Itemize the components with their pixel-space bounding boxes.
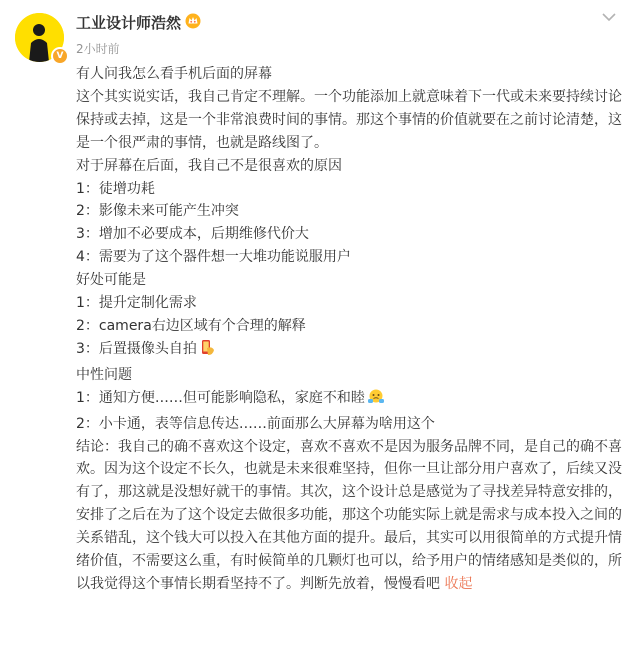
- post-line-with-emoji: [76, 338, 622, 364]
- post-line: 2：影像未来可能产生冲突: [76, 203, 239, 220]
- crown-icon[interactable]: [185, 13, 201, 33]
- post-line: 3：增加不必要成本，后期维修代价大: [76, 226, 309, 243]
- post-line: 对于屏幕在后面，我自己不是很喜欢的原因: [76, 157, 342, 174]
- post-time[interactable]: 2小时前: [76, 42, 120, 56]
- post-line: 1：徒增功耗: [76, 180, 155, 197]
- post-line: 2：camera右边区域有个合理的解释: [76, 317, 306, 334]
- post-line-text: 1：通知方便……但可能影响隐私，家庭不和睦: [76, 389, 365, 406]
- verified-badge: V: [51, 47, 69, 65]
- author-name[interactable]: 工业设计师浩然: [76, 14, 182, 32]
- post-line-text: 3：后置摄像头自拍: [76, 340, 197, 357]
- post-line: 2：小卡通，表等信息传达……前面那么大屏幕为啥用这个: [76, 415, 435, 432]
- selfie-icon: [199, 339, 216, 364]
- collapse-link[interactable]: 收起: [444, 575, 473, 592]
- chevron-down-icon[interactable]: [600, 9, 618, 23]
- post-line-text: 结论：我自己的确不喜欢这个设定，喜欢不喜欢不是因为服务品牌不同，是自己的确不喜欢。因为这个设定不长久，也就是未来很难坚持，但你一旦让部分用户喜欢了，后续又没有了，那这就是没想好就干的事情。其次，这个设计总是感觉为了寻找差异特意安排的，安排了之后在为了这个设定去做很多功能，那这个功能实际上就是需求与成本投入之间的关系错乱，这个钱大可以投入在其他方面的提升。最后，其实可以用很简单的方式提升情绪价值，不需要这么重，有时候简单的几颗灯也可以，给予用户的情绪感知是类似的，所以我觉得这个事情长期看坚持不了。判断先放着，慢慢看吧: [76, 438, 622, 592]
- post-content: [76, 63, 622, 596]
- post-line: 4：需要为了这个器件想一大堆功能说服用户: [76, 249, 351, 266]
- post-line: 中性问题: [76, 366, 132, 383]
- post-line: 这个其实说实话，我自己肯定不理解。一个功能添加上就意味着下一代或未来要持续讨论保持或去掉，这是一个非常浪费时间的事情。那这个事情的价值就要在之前讨论清楚，这是一个很严肃的事情，也就是路线图了。: [76, 88, 622, 151]
- post-line: 1：提升定制化需求: [76, 295, 197, 312]
- post-line: [76, 436, 622, 596]
- author-row: [76, 12, 201, 33]
- face-emoji-icon: [367, 388, 385, 413]
- post-line: 有人问我怎么看手机后面的屏幕: [76, 66, 272, 82]
- post-line-with-emoji: [76, 387, 622, 413]
- post-line: 好处可能是: [76, 272, 146, 289]
